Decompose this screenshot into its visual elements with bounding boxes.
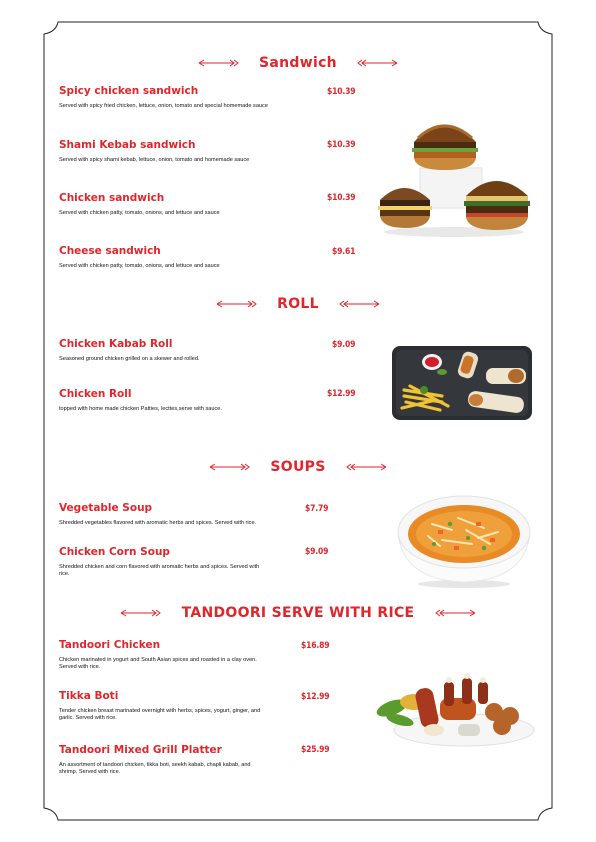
section-heading: ROLL [277,295,319,312]
section-title-roll [0,293,596,312]
item-price: $9.09 [332,340,356,350]
menu-item [59,192,269,217]
item-name: Chicken Corn Soup [59,546,170,558]
section-heading: Sandwich [259,54,337,71]
item-price: $12.99 [327,389,356,399]
item-description: Served with chicken patty, tomato, onions, and lettuce and sauce [59,210,220,216]
item-price: $9.09 [305,547,329,557]
item-name: Tandoori Chicken [59,639,161,651]
item-description: An assortment of tandoori chicken, tikka boti, seekh kabab, chapli kabab, and shrimp. Served with rice. [59,762,251,775]
left-arrow-ornament [214,300,258,308]
section-title-soups [0,456,596,475]
item-description: Shredded chicken and corn flavored with aromatic herbs and spices. Served with rice. [59,564,260,577]
item-price: $10.39 [327,87,356,97]
item-name: Vegetable Soup [59,502,153,514]
item-name: Tikka Boti [59,690,119,702]
menu-item [59,502,269,527]
item-price: $12.99 [301,692,330,702]
right-arrow-ornament [356,59,400,67]
left-arrow-ornament [207,463,251,471]
menu-item [59,690,269,722]
item-name: Chicken Roll [59,388,132,400]
item-description: Seasoned ground chicken grilled on a skewer and rolled. [59,356,200,362]
menu-item [59,744,269,776]
menu-item [59,546,269,578]
item-name: Chicken sandwich [59,192,165,204]
item-price: $10.39 [327,140,356,150]
item-name: Cheese sandwich [59,245,161,257]
menu-item [59,245,269,270]
right-arrow-ornament [434,609,478,617]
right-arrow-ornament [345,463,389,471]
section-heading: SOUPS [270,458,326,475]
item-name: Chicken Kabab Roll [59,338,173,350]
section-title-tandoori [0,602,596,621]
item-description: Served with chicken patty, tomato, onions, and lettuce and sauce [59,263,220,269]
left-arrow-ornament [118,609,162,617]
soup-bowl-photo [392,488,536,590]
tandoori-platter-photo [374,668,540,752]
menu-item [59,85,269,110]
item-description: Tender chicken breast marinated overnight with herbs, spices, yogurt, ginger, and garlic. Served with rice. [59,708,261,721]
item-name: Shami Kebab sandwich [59,139,196,151]
menu-item [59,639,269,671]
item-description: Served with spicy fried chicken, lettuce, onion, tomato and special homemade sauce [59,103,268,109]
item-description: Chicken marinated in yogurt and South Asian spices and roasted in a clay oven. Served with rice. [59,657,257,670]
item-description: topped with home made chicken Patties, lecttes,serve with sauce. [59,406,222,412]
menu-item [59,388,269,413]
item-price: $25.99 [301,745,330,755]
section-title-sandwich [0,52,596,71]
roll-platter-photo [390,340,536,422]
section-heading: TANDOORI SERVE WITH RICE [181,604,415,621]
menu-item [59,139,269,164]
item-description: Served with spicy shami kebab, lettuce, onion, tomato and homemade sauce [59,157,250,163]
menu-item [59,338,269,363]
item-price: $16.89 [301,641,330,651]
item-price: $9.61 [332,247,356,257]
right-arrow-ornament [338,300,382,308]
left-arrow-ornament [196,59,240,67]
item-price: $7.79 [305,504,329,514]
item-description: Shredded vegetables flavored with aromatic herbs and spices. Served with rice. [59,520,257,526]
item-name: Tandoori Mixed Grill Platter [59,744,222,756]
item-name: Spicy chicken sandwich [59,85,199,97]
item-price: $10.39 [327,193,356,203]
burger-stack-photo [374,110,534,238]
